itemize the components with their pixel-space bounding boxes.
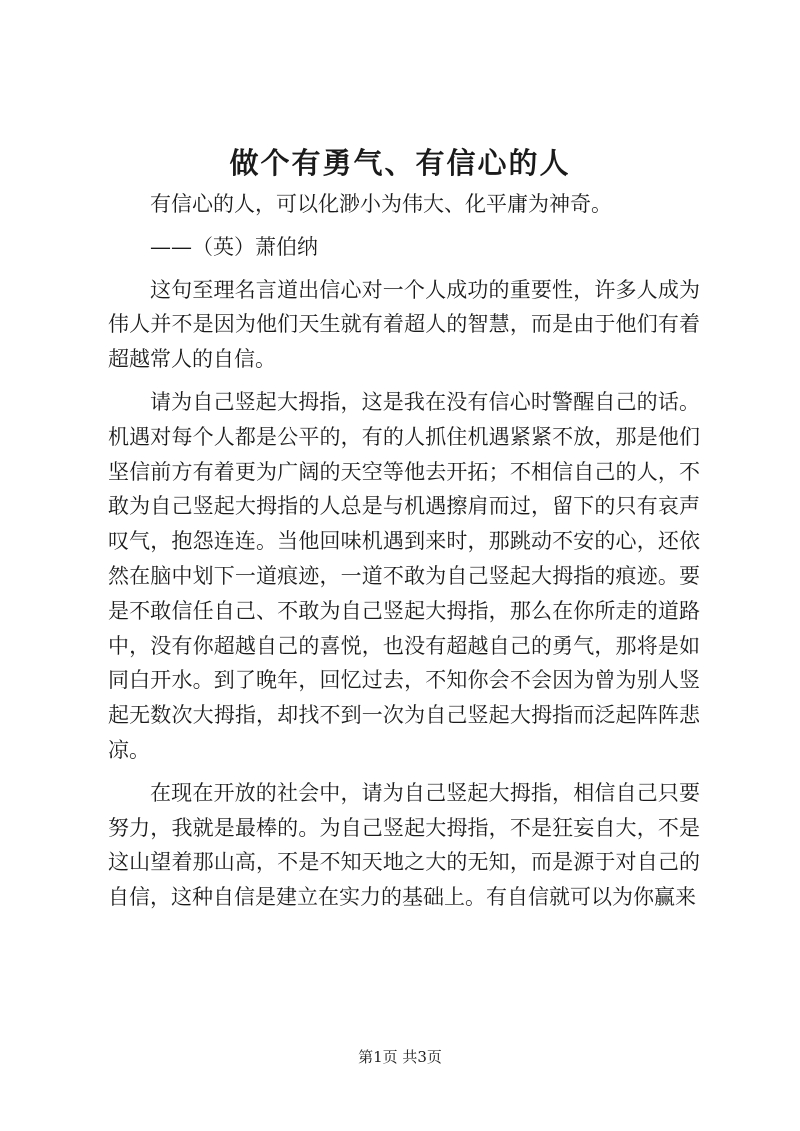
document-title: 做个有勇气、有信心的人 bbox=[229, 146, 571, 180]
document-body bbox=[108, 187, 700, 915]
quote-paragraph: 有信心的人，可以化渺小为伟大、化平庸为神奇。 bbox=[150, 192, 612, 216]
body-paragraph: 这句至理名言道出信心对一个人成功的重要性，许多人成为伟人并不是因为他们天生就有着超人的智慧，而是由于他们有着超越常人的自信。 bbox=[108, 277, 700, 372]
body-paragraph: 在现在开放的社会中，请为自己竖起大拇指，相信自己只要努力，我就是最棒的。为自己竖起大拇指，不是狂妄自大，不是这山望着那山高，不是不知天地之大的无知，而是源于对自己的自信，这种自信是建立在实力的基础上。有自信就可以为你赢来 bbox=[108, 780, 700, 910]
page-number-footer: 第1页 共3页 bbox=[358, 1048, 442, 1066]
quote-attribution: ——（英）萧伯纳 bbox=[150, 234, 318, 259]
body-paragraph: 请为自己竖起大拇指，这是我在没有信心时警醒自己的话。机遇对每个人都是公平的，有的人抓住机遇紧紧不放，那是他们坚信前方有着更为广阔的天空等他去开拓；不相信自己的人，不敢为自己竖起大拇指的人总是与机遇擦肩而过，留下的只有哀声叹气，抱怨连连。当他回味机遇到来时，那跳动不安的心，还依然在脑中划下一道痕迹，一道不敢为自己竖起大拇指的痕迹。要是不敢信任自己、不敢为自己竖起大拇指，那么在你所走的道路中，没有你超越自己的喜悦，也没有超越自己的勇气，那将是如同白开水。到了晚年，回忆过去，不知你会不会因为曾为别人竖起无数次大拇指，却找不到一次为自己竖起大拇指而泛起阵阵悲凉。 bbox=[108, 389, 700, 762]
